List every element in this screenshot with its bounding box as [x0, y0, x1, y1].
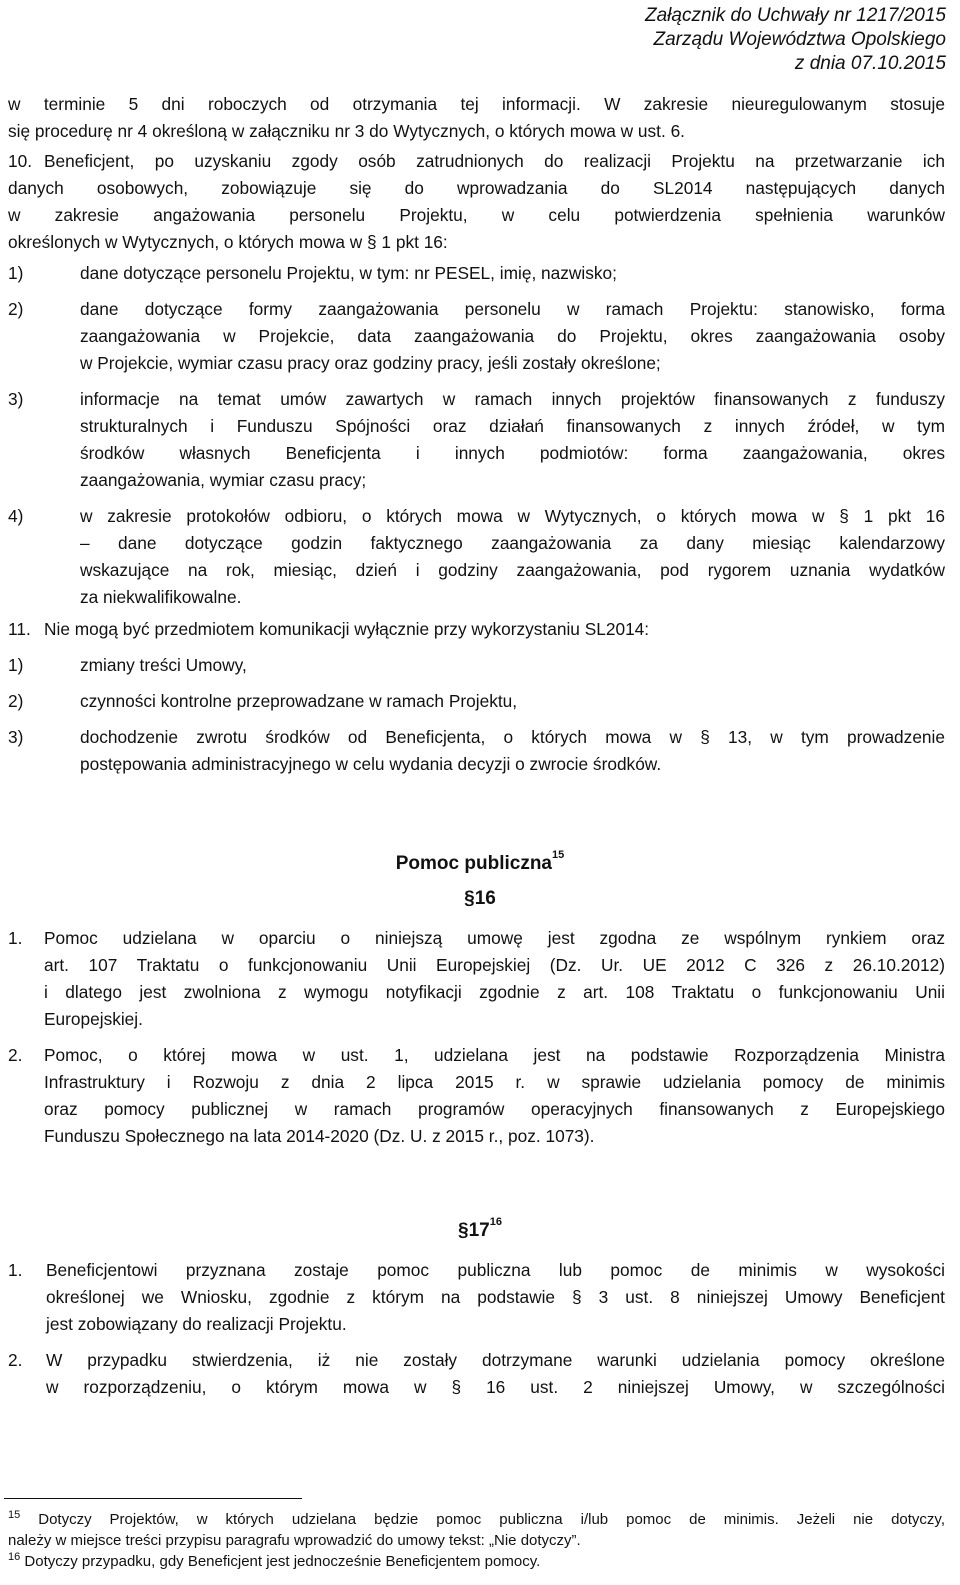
paragraph-number: 2.: [8, 1045, 23, 1065]
list-item-line: w zakresie protokołów odbioru, o których mowa w Wytycznych, o których mowa w § 1 pkt 16: [80, 506, 945, 526]
paragraph-line: art. 107 Traktatu o funkcjonowaniu Unii Europejskiej (Dz. Ur. UE 2012 C 326 z 26.10.2012): [44, 955, 945, 975]
list-item-line: postępowania administracyjnego w celu wydania decyzji o zwrocie środków.: [80, 754, 662, 774]
paragraph-line: Europejskiej.: [44, 1009, 143, 1029]
footnote-line: należy w miejsce treści przypisu paragrafu wprowadzić do umowy tekst: „Nie dotyczy”.: [8, 1532, 581, 1549]
footnote: [8, 1509, 945, 1530]
list-item-line: dane dotyczące formy zaangażowania personelu w ramach Projektu: stanowisko, forma: [80, 299, 945, 319]
list-item-line: dochodzenie zwrotu środków od Beneficjenta, o których mowa w § 13, w tym prowadzenie: [80, 727, 945, 747]
list-item-number: 2): [8, 299, 24, 319]
paragraph-line: określonych w Wytycznych, o których mowa w § 1 pkt 16:: [8, 232, 448, 252]
paragraph-line: W przypadku stwierdzenia, iż nie zostały dotrzymane warunki udzielania pomocy określone: [46, 1350, 945, 1370]
footnote-ref: 15: [552, 849, 565, 861]
paragraph-line: oraz pomocy publicznej w ramach programów operacyjnych finansowanych z Europejskiego: [44, 1099, 945, 1119]
footnote-number: 16: [8, 1551, 21, 1563]
header-line-3: z dnia 07.10.2015: [794, 53, 946, 74]
list-item-number: 1): [8, 655, 24, 675]
footnote-number: 15: [8, 1509, 21, 1521]
list-item-line: w Projekcie, wymiar czasu pracy oraz godziny pracy, jeśli zostały określone;: [80, 353, 661, 373]
paragraph-line: danych osobowych, zobowiązuje się do wprowadzania do SL2014 następujących danych: [8, 178, 945, 198]
header-line-1: Załącznik do Uchwały nr 1217/2015: [644, 5, 946, 26]
list-item-line: zaangażowania, wymiar czasu pracy;: [80, 470, 367, 490]
footnote-ref: 16: [489, 1216, 502, 1228]
paragraph-number: 2.: [8, 1350, 23, 1370]
list-item-line: zmiany treści Umowy,: [80, 655, 247, 675]
page-header: [645, 4, 946, 76]
paragraph-line: Nie mogą być przedmiotem komunikacji wyłącznie przy wykorzystaniu SL2014:: [44, 619, 650, 639]
footnote-text: Dotyczy przypadku, gdy Beneficjent jest jednocześnie Beneficjentem pomocy.: [24, 1553, 541, 1570]
list-item-number: 4): [8, 506, 24, 526]
paragraph-line: określonej we Wniosku, zgodnie z którym na podstawie § 3 ust. 8 niniejszej Umowy Beneficjent: [46, 1287, 945, 1307]
paragraph-line: Beneficjent, po uzyskaniu zgody osób zatrudnionych do realizacji Projektu na przetwarzanie ich: [44, 151, 945, 171]
list-item-line: informacje na temat umów zawartych w ramach innych projektów finansowanych z funduszy: [80, 389, 945, 409]
paragraph-line: Funduszu Społecznego na lata 2014-2020 (Dz. U. z 2015 r., poz. 1073).: [44, 1126, 595, 1146]
list-item-line: strukturalnych i Funduszu Spójności oraz działań finansowanych z innych źródeł, w tym: [80, 416, 945, 436]
footnote: [8, 1551, 945, 1572]
list-item-number: 1): [8, 263, 24, 283]
section-heading: [0, 849, 960, 875]
paragraph-line: i dlatego jest zwolniona z wymogu notyfikacji zgodnie z art. 108 Traktatu o funkcjonowaniu Unii: [44, 982, 945, 1002]
continuation-line: w terminie 5 dni roboczych od otrzymania tej informacji. W zakresie nieuregulowanym stosuje: [8, 94, 945, 114]
list-item-line: dane dotyczące personelu Projektu, w tym: nr PESEL, imię, nazwisko;: [80, 263, 617, 283]
list-item-line: czynności kontrolne przeprowadzane w ramach Projektu,: [80, 691, 518, 711]
paragraph-line: Beneficjentowi przyznana zostaje pomoc publiczna lub pomoc de minimis w wysokości: [46, 1260, 945, 1280]
paragraph-line: Pomoc, o której mowa w ust. 1, udzielana jest na podstawie Rozporządzenia Ministra: [44, 1045, 945, 1065]
paragraph-line: w zakresie angażowania personelu Projektu, w celu potwierdzenia spełnienia warunków: [8, 205, 945, 225]
list-item-line: środków własnych Beneficjenta i innych podmiotów: forma zaangażowania, okres: [80, 443, 945, 463]
paragraph-line: w rozporządzeniu, o którym mowa w § 16 ust. 2 niniejszej Umowy, w szczególności: [46, 1377, 945, 1397]
header-line-2: Zarządu Województwa Opolskiego: [653, 29, 946, 50]
list-item-number: 2): [8, 691, 24, 711]
continuation-line: się procedurę nr 4 określoną w załączniku nr 3 do Wytycznych, o których mowa w ust. 6.: [8, 121, 685, 141]
list-item-line: za niekwalifikowalne.: [80, 587, 242, 607]
paragraph-line: Pomoc udzielana w oparciu o niniejszą umowę jest zgodna ze wspólnym rynkiem oraz: [44, 928, 945, 948]
paragraph-sign: [0, 1216, 960, 1242]
paragraph-number: 1.: [8, 928, 23, 948]
list-item-number: 3): [8, 727, 24, 747]
paragraph-sign-text: §17: [458, 1220, 490, 1241]
list-item-line: – dane dotyczące godzin faktycznego zaangażowania za dany miesiąc kalendarzowy: [80, 533, 945, 553]
list-item-line: zaangażowania w Projekcie, data zaangażowania do Projektu, okres zaangażowania osoby: [80, 326, 945, 346]
section-heading-text: Pomoc publiczna: [395, 853, 552, 874]
paragraph-number: 1.: [8, 1260, 23, 1280]
list-item-line: wskazujące na rok, miesiąc, dzień i godziny zaangażowania, pod rygorem uznania wydatków: [80, 560, 945, 580]
footnote-separator: [4, 1498, 302, 1499]
paragraph-number: 11.: [8, 619, 31, 639]
paragraph-line: Infrastruktury i Rozwoju z dnia 2 lipca 2015 r. w sprawie udzielania pomocy de minimis: [44, 1072, 945, 1092]
list-item-number: 3): [8, 389, 24, 409]
paragraph-sign: §16: [464, 888, 496, 909]
footnote-text: Dotyczy Projektów, w których udzielana będzie pomoc publiczna i/lub pomoc de minimis. Jeżeli nie dotyczy,: [38, 1511, 945, 1528]
paragraph-line: jest zobowiązany do realizacji Projektu.: [46, 1314, 347, 1334]
paragraph-number: 10.: [8, 151, 33, 171]
